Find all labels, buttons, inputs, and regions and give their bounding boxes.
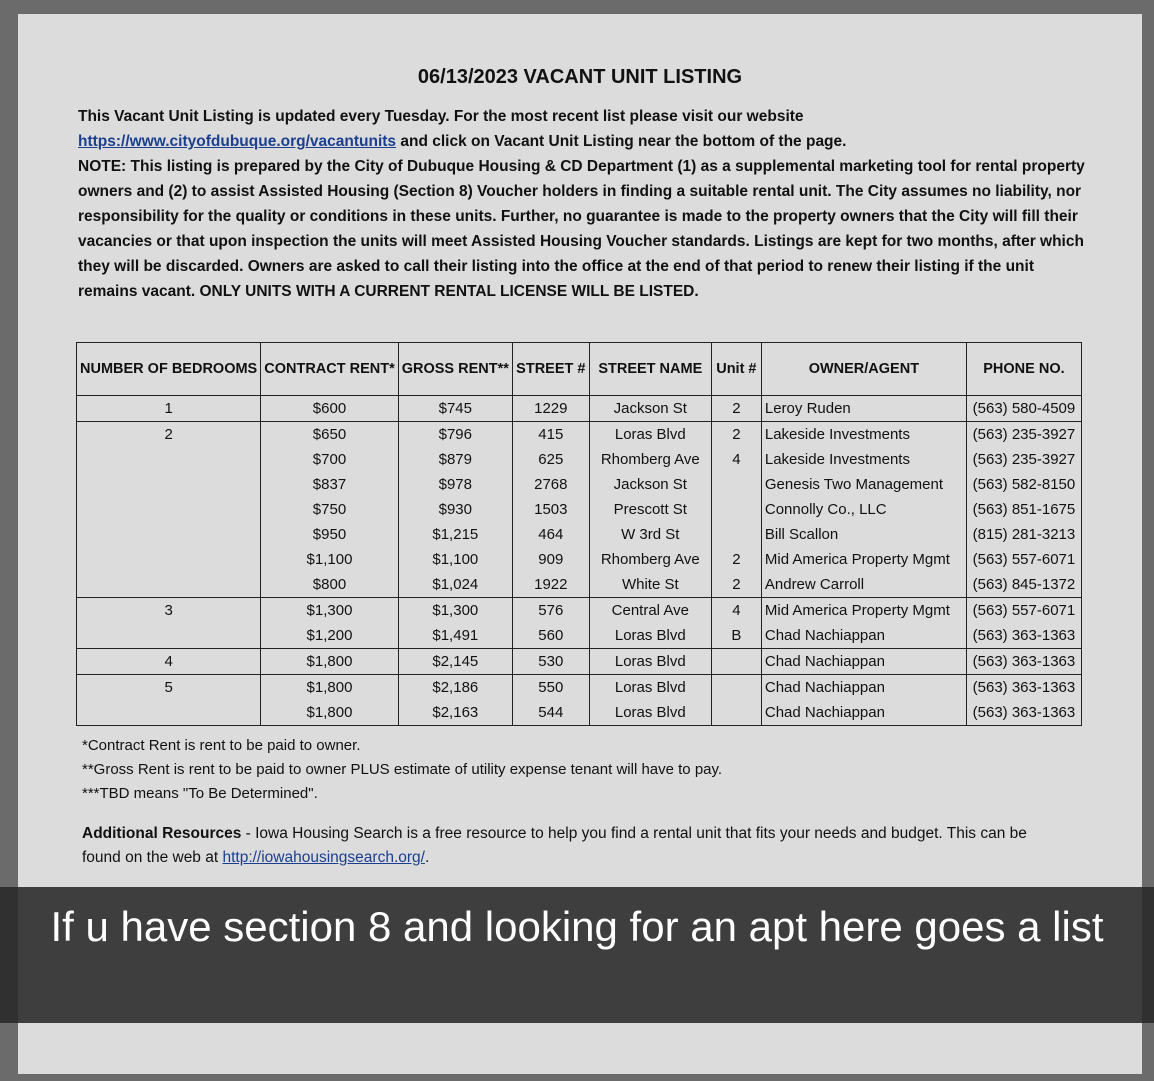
cell-street: Prescott St	[589, 497, 711, 522]
cell-bedrooms: 1	[77, 396, 261, 422]
cell-unit: 4	[711, 447, 761, 472]
table-row	[77, 700, 1082, 726]
cell-num: 576	[512, 598, 589, 624]
cell-unit	[711, 497, 761, 522]
cell-owner: Chad Nachiappan	[761, 700, 966, 726]
cell-unit	[711, 675, 761, 701]
cell-contract: $837	[261, 472, 399, 497]
cell-owner: Lakeside Investments	[761, 422, 966, 448]
cell-num: 1922	[512, 572, 589, 598]
cell-street: Loras Blvd	[589, 649, 711, 675]
header-unit: Unit #	[711, 343, 761, 396]
table-row	[77, 547, 1082, 572]
table-row	[77, 447, 1082, 472]
resources-label: Additional Resources	[82, 825, 242, 842]
cell-bedrooms	[77, 547, 261, 572]
footnote-contract: *Contract Rent is rent to be paid to owner.	[82, 737, 361, 754]
cell-contract: $1,800	[261, 649, 399, 675]
cell-street: W 3rd St	[589, 522, 711, 547]
cell-bedrooms	[77, 522, 261, 547]
table-row	[77, 649, 1082, 675]
vacant-units-link[interactable]: https://www.cityofdubuque.org/vacantunits	[78, 133, 397, 150]
cell-street: Loras Blvd	[589, 623, 711, 649]
cell-owner: Genesis Two Management	[761, 472, 966, 497]
cell-phone: (563) 845-1372	[966, 572, 1081, 598]
vacant-unit-table	[76, 342, 1082, 726]
cell-unit: 4	[711, 598, 761, 624]
cell-owner: Connolly Co., LLC	[761, 497, 966, 522]
cell-phone: (563) 557-6071	[966, 598, 1081, 624]
cell-contract: $650	[261, 422, 399, 448]
cell-street: White St	[589, 572, 711, 598]
cell-bedrooms: 4	[77, 649, 261, 675]
resources-end: .	[424, 849, 430, 866]
cell-unit	[711, 522, 761, 547]
cell-phone: (563) 580-4509	[966, 396, 1081, 422]
cell-gross: $1,024	[398, 572, 512, 598]
cell-unit	[711, 649, 761, 675]
cell-gross: $745	[398, 396, 512, 422]
cell-num: 415	[512, 422, 589, 448]
cell-contract: $750	[261, 497, 399, 522]
cell-num: 550	[512, 675, 589, 701]
table-row	[77, 522, 1082, 547]
cell-street: Jackson St	[589, 472, 711, 497]
cell-bedrooms	[77, 472, 261, 497]
additional-resources	[82, 822, 1062, 870]
table-row	[77, 572, 1082, 598]
table-row	[77, 396, 1082, 422]
intro-text-end: and click on Vacant Unit Listing near the bottom of the page.	[396, 133, 847, 150]
cell-phone: (563) 363-1363	[966, 649, 1081, 675]
cell-owner: Chad Nachiappan	[761, 623, 966, 649]
cell-num: 544	[512, 700, 589, 726]
cell-phone: (563) 363-1363	[966, 700, 1081, 726]
cell-phone: (563) 363-1363	[966, 623, 1081, 649]
cell-gross: $2,145	[398, 649, 512, 675]
cell-contract: $700	[261, 447, 399, 472]
cell-bedrooms: 3	[77, 598, 261, 624]
table-row	[77, 472, 1082, 497]
note-text: NOTE: This listing is prepared by the City of Dubuque Housing & CD Department (1) as a supplemental marketing tool for rental property owners and (2) to assist Assisted Housing (Section 8) Voucher holders in finding a suitable rental unit. The City assumes no liability, nor responsibility for the quality or conditions in these units. Further, no guarantee is made to the property owners that the City will fill their vacancies or that upon inspection the units will meet Assisted Housing Voucher standards. Listings are kept for two months, after which they will be discarded. Owners are asked to call their listing into the office at the end of that period to renew their listing if the unit remains vacant. ONLY UNITS WITH A CURRENT RENTAL LICENSE WILL BE LISTED.	[78, 158, 1085, 300]
table-row	[77, 623, 1082, 649]
cell-street: Rhomberg Ave	[589, 547, 711, 572]
cell-num: 1503	[512, 497, 589, 522]
cell-street: Jackson St	[589, 396, 711, 422]
cell-bedrooms: 2	[77, 422, 261, 448]
footnote-tbd: ***TBD means "To Be Determined".	[82, 785, 318, 802]
cell-unit: 2	[711, 422, 761, 448]
cell-owner: Lakeside Investments	[761, 447, 966, 472]
cell-contract: $1,800	[261, 675, 399, 701]
cell-street: Rhomberg Ave	[589, 447, 711, 472]
cell-unit: 2	[711, 572, 761, 598]
header-street-number: STREET #	[512, 343, 589, 396]
iowa-housing-link[interactable]: http://iowahousingsearch.org/	[222, 849, 425, 866]
cell-street: Loras Blvd	[589, 422, 711, 448]
cell-num: 464	[512, 522, 589, 547]
cell-contract: $800	[261, 572, 399, 598]
cell-num: 909	[512, 547, 589, 572]
cell-owner: Chad Nachiappan	[761, 675, 966, 701]
cell-gross: $796	[398, 422, 512, 448]
cell-bedrooms	[77, 572, 261, 598]
caption-overlay	[0, 887, 1154, 1023]
cell-unit	[711, 700, 761, 726]
cell-owner: Leroy Ruden	[761, 396, 966, 422]
cell-owner: Mid America Property Mgmt	[761, 547, 966, 572]
cell-gross: $1,100	[398, 547, 512, 572]
cell-phone: (563) 557-6071	[966, 547, 1081, 572]
cell-owner: Andrew Carroll	[761, 572, 966, 598]
header-street-name: STREET NAME	[589, 343, 711, 396]
footnotes	[82, 734, 722, 806]
cell-contract: $1,800	[261, 700, 399, 726]
table-row	[77, 598, 1082, 624]
table-header-row	[77, 343, 1082, 396]
cell-unit: B	[711, 623, 761, 649]
cell-gross: $1,491	[398, 623, 512, 649]
cell-phone: (563) 582-8150	[966, 472, 1081, 497]
cell-num: 625	[512, 447, 589, 472]
cell-num: 530	[512, 649, 589, 675]
cell-phone: (815) 281-3213	[966, 522, 1081, 547]
table-row	[77, 497, 1082, 522]
resources-text: - Iowa Housing Search is a free resource to help you find a rental unit that fits your needs and budget. This can be found on the web at	[82, 825, 1027, 866]
cell-num: 1229	[512, 396, 589, 422]
footnote-gross: **Gross Rent is rent to be paid to owner PLUS estimate of utility expense tenant will have to pay.	[82, 761, 723, 778]
cell-unit	[711, 472, 761, 497]
page-title: 06/13/2023 VACANT UNIT LISTING	[417, 66, 743, 88]
cell-gross: $879	[398, 447, 512, 472]
cell-owner: Mid America Property Mgmt	[761, 598, 966, 624]
intro-paragraph	[78, 104, 1088, 304]
cell-unit: 2	[711, 547, 761, 572]
cell-num: 2768	[512, 472, 589, 497]
header-gross-rent: GROSS RENT**	[398, 343, 512, 396]
cell-phone: (563) 235-3927	[966, 422, 1081, 448]
cell-bedrooms	[77, 497, 261, 522]
cell-contract: $600	[261, 396, 399, 422]
cell-phone: (563) 235-3927	[966, 447, 1081, 472]
cell-unit: 2	[711, 396, 761, 422]
cell-phone: (563) 363-1363	[966, 675, 1081, 701]
cell-bedrooms: 5	[77, 675, 261, 701]
header-contract-rent: CONTRACT RENT*	[261, 343, 399, 396]
cell-street: Loras Blvd	[589, 675, 711, 701]
cell-owner: Bill Scallon	[761, 522, 966, 547]
cell-contract: $1,200	[261, 623, 399, 649]
cell-bedrooms	[77, 447, 261, 472]
cell-contract: $950	[261, 522, 399, 547]
cell-street: Central Ave	[589, 598, 711, 624]
caption-text: If u have section 8 and looking for an apt here goes a list	[50, 903, 1104, 950]
cell-gross: $2,186	[398, 675, 512, 701]
cell-owner: Chad Nachiappan	[761, 649, 966, 675]
cell-phone: (563) 851-1675	[966, 497, 1081, 522]
header-bedrooms: NUMBER OF BEDROOMS	[77, 343, 261, 396]
header-owner: OWNER/AGENT	[761, 343, 966, 396]
cell-gross: $1,215	[398, 522, 512, 547]
cell-bedrooms	[77, 623, 261, 649]
table-row	[77, 422, 1082, 448]
table-row	[77, 675, 1082, 701]
intro-text: This Vacant Unit Listing is updated every Tuesday. For the most recent list please visit our website	[78, 108, 804, 125]
cell-gross: $1,300	[398, 598, 512, 624]
cell-gross: $978	[398, 472, 512, 497]
cell-num: 560	[512, 623, 589, 649]
cell-bedrooms	[77, 700, 261, 726]
cell-street: Loras Blvd	[589, 700, 711, 726]
cell-gross: $930	[398, 497, 512, 522]
header-phone: PHONE NO.	[966, 343, 1081, 396]
cell-gross: $2,163	[398, 700, 512, 726]
cell-contract: $1,300	[261, 598, 399, 624]
cell-contract: $1,100	[261, 547, 399, 572]
